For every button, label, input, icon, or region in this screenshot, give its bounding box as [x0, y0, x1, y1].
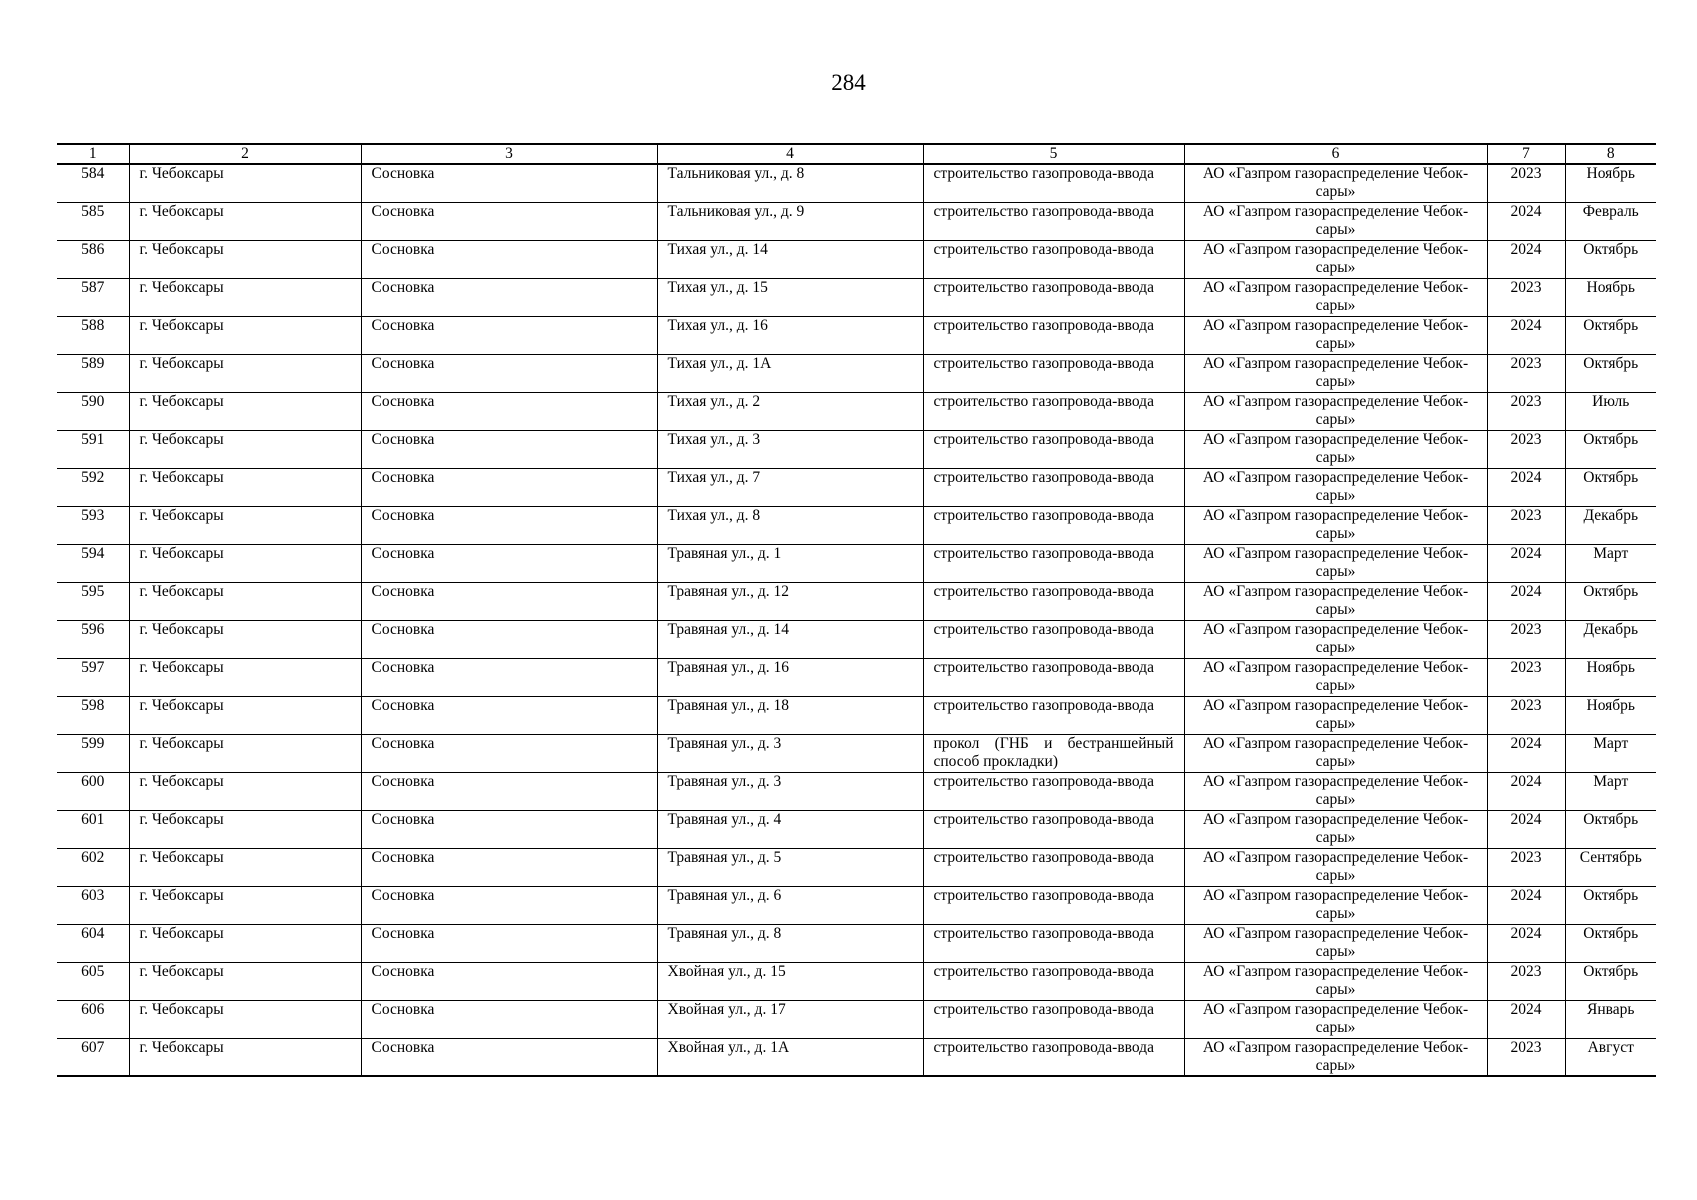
organization-cell: АО «Газпром газораспределение Чебок-сары» — [1184, 886, 1487, 924]
organization-cell: АО «Газпром газораспределение Чебок-сары» — [1184, 506, 1487, 544]
district-cell: Сосновка — [361, 810, 657, 848]
district-cell: Сосновка — [361, 658, 657, 696]
district-cell: Сосновка — [361, 316, 657, 354]
table-row — [57, 658, 1656, 696]
work-type-cell: строительство газопровода-ввода — [923, 582, 1184, 620]
organization-cell: АО «Газпром газораспределение Чебок-сары» — [1184, 1000, 1487, 1038]
year-cell: 2023 — [1487, 848, 1565, 886]
row-number-cell: 590 — [57, 392, 129, 430]
table-row — [57, 1000, 1656, 1038]
year-cell: 2023 — [1487, 278, 1565, 316]
address-cell: Травяная ул., д. 16 — [657, 658, 923, 696]
row-number-cell: 596 — [57, 620, 129, 658]
table-row — [57, 962, 1656, 1000]
work-type-cell: строительство газопровода-ввода — [923, 962, 1184, 1000]
work-type-cell: строительство газопровода-ввода — [923, 202, 1184, 240]
city-cell: г. Чебоксары — [129, 202, 361, 240]
work-type-cell: строительство газопровода-ввода — [923, 164, 1184, 202]
address-cell: Тихая ул., д. 8 — [657, 506, 923, 544]
organization-cell: АО «Газпром газораспределение Чебок-сары» — [1184, 810, 1487, 848]
table-row — [57, 810, 1656, 848]
year-cell: 2024 — [1487, 886, 1565, 924]
row-number-cell: 598 — [57, 696, 129, 734]
address-cell: Травяная ул., д. 8 — [657, 924, 923, 962]
address-cell: Тихая ул., д. 3 — [657, 430, 923, 468]
year-cell: 2023 — [1487, 164, 1565, 202]
month-cell: Июль — [1565, 392, 1656, 430]
row-number-cell: 600 — [57, 772, 129, 810]
month-cell: Сентябрь — [1565, 848, 1656, 886]
district-cell: Сосновка — [361, 354, 657, 392]
year-cell: 2023 — [1487, 506, 1565, 544]
column-header: 4 — [657, 144, 923, 164]
address-cell: Хвойная ул., д. 15 — [657, 962, 923, 1000]
table-body — [57, 164, 1656, 1076]
organization-cell: АО «Газпром газораспределение Чебок-сары» — [1184, 354, 1487, 392]
row-number-cell: 601 — [57, 810, 129, 848]
organization-cell: АО «Газпром газораспределение Чебок-сары» — [1184, 658, 1487, 696]
city-cell: г. Чебоксары — [129, 392, 361, 430]
column-header: 6 — [1184, 144, 1487, 164]
month-cell: Октябрь — [1565, 582, 1656, 620]
page-number: 284 — [831, 70, 866, 95]
organization-cell: АО «Газпром газораспределение Чебок-сары» — [1184, 848, 1487, 886]
row-number-cell: 593 — [57, 506, 129, 544]
year-cell: 2024 — [1487, 544, 1565, 582]
table-row — [57, 278, 1656, 316]
row-number-cell: 605 — [57, 962, 129, 1000]
work-type-cell: прокол (ГНБ и бестраншейный способ прокладки) — [923, 734, 1184, 772]
city-cell: г. Чебоксары — [129, 316, 361, 354]
district-cell: Сосновка — [361, 1000, 657, 1038]
table-row — [57, 734, 1656, 772]
district-cell: Сосновка — [361, 696, 657, 734]
city-cell: г. Чебоксары — [129, 468, 361, 506]
month-cell: Март — [1565, 772, 1656, 810]
address-cell: Травяная ул., д. 12 — [657, 582, 923, 620]
table-row — [57, 202, 1656, 240]
city-cell: г. Чебоксары — [129, 734, 361, 772]
year-cell: 2024 — [1487, 468, 1565, 506]
address-cell: Травяная ул., д. 3 — [657, 734, 923, 772]
district-cell: Сосновка — [361, 430, 657, 468]
year-cell: 2024 — [1487, 734, 1565, 772]
table-row — [57, 848, 1656, 886]
district-cell: Сосновка — [361, 962, 657, 1000]
district-cell: Сосновка — [361, 202, 657, 240]
year-cell: 2023 — [1487, 962, 1565, 1000]
address-cell: Тальниковая ул., д. 8 — [657, 164, 923, 202]
city-cell: г. Чебоксары — [129, 696, 361, 734]
address-cell: Тихая ул., д. 7 — [657, 468, 923, 506]
table-row — [57, 582, 1656, 620]
city-cell: г. Чебоксары — [129, 658, 361, 696]
address-cell: Тихая ул., д. 14 — [657, 240, 923, 278]
address-cell: Тихая ул., д. 1А — [657, 354, 923, 392]
address-cell: Травяная ул., д. 3 — [657, 772, 923, 810]
month-cell: Ноябрь — [1565, 164, 1656, 202]
row-number-cell: 606 — [57, 1000, 129, 1038]
city-cell: г. Чебоксары — [129, 620, 361, 658]
address-cell: Травяная ул., д. 4 — [657, 810, 923, 848]
month-cell: Январь — [1565, 1000, 1656, 1038]
district-cell: Сосновка — [361, 278, 657, 316]
district-cell: Сосновка — [361, 772, 657, 810]
city-cell: г. Чебоксары — [129, 240, 361, 278]
register-table — [57, 143, 1656, 1077]
district-cell: Сосновка — [361, 240, 657, 278]
district-cell: Сосновка — [361, 392, 657, 430]
city-cell: г. Чебоксары — [129, 848, 361, 886]
year-cell: 2024 — [1487, 202, 1565, 240]
address-cell: Тихая ул., д. 15 — [657, 278, 923, 316]
table-row — [57, 240, 1656, 278]
district-cell: Сосновка — [361, 582, 657, 620]
district-cell: Сосновка — [361, 734, 657, 772]
month-cell: Октябрь — [1565, 962, 1656, 1000]
year-cell: 2023 — [1487, 658, 1565, 696]
table-row — [57, 1038, 1656, 1076]
address-cell: Травяная ул., д. 14 — [657, 620, 923, 658]
column-header: 2 — [129, 144, 361, 164]
month-cell: Февраль — [1565, 202, 1656, 240]
month-cell: Октябрь — [1565, 810, 1656, 848]
month-cell: Октябрь — [1565, 354, 1656, 392]
year-cell: 2024 — [1487, 316, 1565, 354]
row-number-cell: 599 — [57, 734, 129, 772]
year-cell: 2023 — [1487, 1038, 1565, 1076]
month-cell: Декабрь — [1565, 620, 1656, 658]
city-cell: г. Чебоксары — [129, 772, 361, 810]
year-cell: 2024 — [1487, 1000, 1565, 1038]
city-cell: г. Чебоксары — [129, 506, 361, 544]
address-cell: Тальниковая ул., д. 9 — [657, 202, 923, 240]
district-cell: Сосновка — [361, 468, 657, 506]
column-header: 5 — [923, 144, 1184, 164]
work-type-cell: строительство газопровода-ввода — [923, 924, 1184, 962]
work-type-cell: строительство газопровода-ввода — [923, 620, 1184, 658]
organization-cell: АО «Газпром газораспределение Чебок-сары» — [1184, 164, 1487, 202]
row-number-cell: 607 — [57, 1038, 129, 1076]
column-header: 1 — [57, 144, 129, 164]
year-cell: 2023 — [1487, 430, 1565, 468]
organization-cell: АО «Газпром газораспределение Чебок-сары» — [1184, 468, 1487, 506]
city-cell: г. Чебоксары — [129, 1000, 361, 1038]
table-row — [57, 316, 1656, 354]
column-header: 8 — [1565, 144, 1656, 164]
organization-cell: АО «Газпром газораспределение Чебок-сары» — [1184, 316, 1487, 354]
row-number-cell: 585 — [57, 202, 129, 240]
district-cell: Сосновка — [361, 620, 657, 658]
organization-cell: АО «Газпром газораспределение Чебок-сары» — [1184, 582, 1487, 620]
column-header: 3 — [361, 144, 657, 164]
row-number-cell: 584 — [57, 164, 129, 202]
work-type-cell: строительство газопровода-ввода — [923, 810, 1184, 848]
row-number-cell: 587 — [57, 278, 129, 316]
table-row — [57, 164, 1656, 202]
work-type-cell: строительство газопровода-ввода — [923, 772, 1184, 810]
city-cell: г. Чебоксары — [129, 430, 361, 468]
table-row — [57, 772, 1656, 810]
work-type-cell: строительство газопровода-ввода — [923, 696, 1184, 734]
organization-cell: АО «Газпром газораспределение Чебок-сары» — [1184, 278, 1487, 316]
address-cell: Хвойная ул., д. 17 — [657, 1000, 923, 1038]
work-type-cell: строительство газопровода-ввода — [923, 886, 1184, 924]
year-cell: 2024 — [1487, 240, 1565, 278]
district-cell: Сосновка — [361, 544, 657, 582]
month-cell: Март — [1565, 544, 1656, 582]
city-cell: г. Чебоксары — [129, 278, 361, 316]
organization-cell: АО «Газпром газораспределение Чебок-сары» — [1184, 240, 1487, 278]
year-cell: 2024 — [1487, 582, 1565, 620]
month-cell: Ноябрь — [1565, 658, 1656, 696]
row-number-cell: 597 — [57, 658, 129, 696]
city-cell: г. Чебоксары — [129, 1038, 361, 1076]
district-cell: Сосновка — [361, 848, 657, 886]
year-cell: 2023 — [1487, 354, 1565, 392]
city-cell: г. Чебоксары — [129, 544, 361, 582]
month-cell: Октябрь — [1565, 316, 1656, 354]
work-type-cell: строительство газопровода-ввода — [923, 354, 1184, 392]
district-cell: Сосновка — [361, 506, 657, 544]
year-cell: 2024 — [1487, 772, 1565, 810]
city-cell: г. Чебоксары — [129, 582, 361, 620]
work-type-cell: строительство газопровода-ввода — [923, 430, 1184, 468]
organization-cell: АО «Газпром газораспределение Чебок-сары» — [1184, 392, 1487, 430]
organization-cell: АО «Газпром газораспределение Чебок-сары» — [1184, 734, 1487, 772]
address-cell: Травяная ул., д. 6 — [657, 886, 923, 924]
year-cell: 2024 — [1487, 810, 1565, 848]
month-cell: Март — [1565, 734, 1656, 772]
organization-cell: АО «Газпром газораспределение Чебок-сары» — [1184, 620, 1487, 658]
organization-cell: АО «Газпром газораспределение Чебок-сары» — [1184, 962, 1487, 1000]
month-cell: Октябрь — [1565, 886, 1656, 924]
year-cell: 2023 — [1487, 620, 1565, 658]
row-number-cell: 586 — [57, 240, 129, 278]
address-cell: Тихая ул., д. 16 — [657, 316, 923, 354]
month-cell: Октябрь — [1565, 924, 1656, 962]
table-row — [57, 620, 1656, 658]
row-number-cell: 604 — [57, 924, 129, 962]
row-number-cell: 595 — [57, 582, 129, 620]
row-number-cell: 594 — [57, 544, 129, 582]
work-type-cell: строительство газопровода-ввода — [923, 240, 1184, 278]
month-cell: Октябрь — [1565, 430, 1656, 468]
column-number-row — [57, 144, 1656, 164]
work-type-cell: строительство газопровода-ввода — [923, 316, 1184, 354]
district-cell: Сосновка — [361, 886, 657, 924]
row-number-cell: 602 — [57, 848, 129, 886]
month-cell: Октябрь — [1565, 240, 1656, 278]
organization-cell: АО «Газпром газораспределение Чебок-сары» — [1184, 430, 1487, 468]
work-type-cell: строительство газопровода-ввода — [923, 278, 1184, 316]
organization-cell: АО «Газпром газораспределение Чебок-сары» — [1184, 202, 1487, 240]
column-header: 7 — [1487, 144, 1565, 164]
city-cell: г. Чебоксары — [129, 886, 361, 924]
organization-cell: АО «Газпром газораспределение Чебок-сары» — [1184, 1038, 1487, 1076]
table-row — [57, 468, 1656, 506]
row-number-cell: 591 — [57, 430, 129, 468]
work-type-cell: строительство газопровода-ввода — [923, 468, 1184, 506]
district-cell: Сосновка — [361, 1038, 657, 1076]
month-cell: Декабрь — [1565, 506, 1656, 544]
year-cell: 2024 — [1487, 924, 1565, 962]
year-cell: 2023 — [1487, 392, 1565, 430]
work-type-cell: строительство газопровода-ввода — [923, 1038, 1184, 1076]
row-number-cell: 588 — [57, 316, 129, 354]
work-type-cell: строительство газопровода-ввода — [923, 848, 1184, 886]
row-number-cell: 603 — [57, 886, 129, 924]
work-type-cell: строительство газопровода-ввода — [923, 658, 1184, 696]
district-cell: Сосновка — [361, 924, 657, 962]
city-cell: г. Чебоксары — [129, 354, 361, 392]
table-row — [57, 392, 1656, 430]
organization-cell: АО «Газпром газораспределение Чебок-сары» — [1184, 696, 1487, 734]
address-cell: Травяная ул., д. 5 — [657, 848, 923, 886]
work-type-cell: строительство газопровода-ввода — [923, 1000, 1184, 1038]
row-number-cell: 589 — [57, 354, 129, 392]
row-number-cell: 592 — [57, 468, 129, 506]
work-type-cell: строительство газопровода-ввода — [923, 392, 1184, 430]
year-cell: 2023 — [1487, 696, 1565, 734]
city-cell: г. Чебоксары — [129, 962, 361, 1000]
month-cell: Ноябрь — [1565, 696, 1656, 734]
month-cell: Ноябрь — [1565, 278, 1656, 316]
table-row — [57, 544, 1656, 582]
address-cell: Тихая ул., д. 2 — [657, 392, 923, 430]
table-row — [57, 924, 1656, 962]
organization-cell: АО «Газпром газораспределение Чебок-сары» — [1184, 924, 1487, 962]
table-row — [57, 354, 1656, 392]
organization-cell: АО «Газпром газораспределение Чебок-сары» — [1184, 544, 1487, 582]
address-cell: Хвойная ул., д. 1А — [657, 1038, 923, 1076]
month-cell: Август — [1565, 1038, 1656, 1076]
table-row — [57, 430, 1656, 468]
work-type-cell: строительство газопровода-ввода — [923, 544, 1184, 582]
address-cell: Травяная ул., д. 18 — [657, 696, 923, 734]
city-cell: г. Чебоксары — [129, 924, 361, 962]
table-row — [57, 696, 1656, 734]
work-type-cell: строительство газопровода-ввода — [923, 506, 1184, 544]
city-cell: г. Чебоксары — [129, 164, 361, 202]
district-cell: Сосновка — [361, 164, 657, 202]
table-row — [57, 886, 1656, 924]
table-row — [57, 506, 1656, 544]
city-cell: г. Чебоксары — [129, 810, 361, 848]
month-cell: Октябрь — [1565, 468, 1656, 506]
address-cell: Травяная ул., д. 1 — [657, 544, 923, 582]
organization-cell: АО «Газпром газораспределение Чебок-сары» — [1184, 772, 1487, 810]
